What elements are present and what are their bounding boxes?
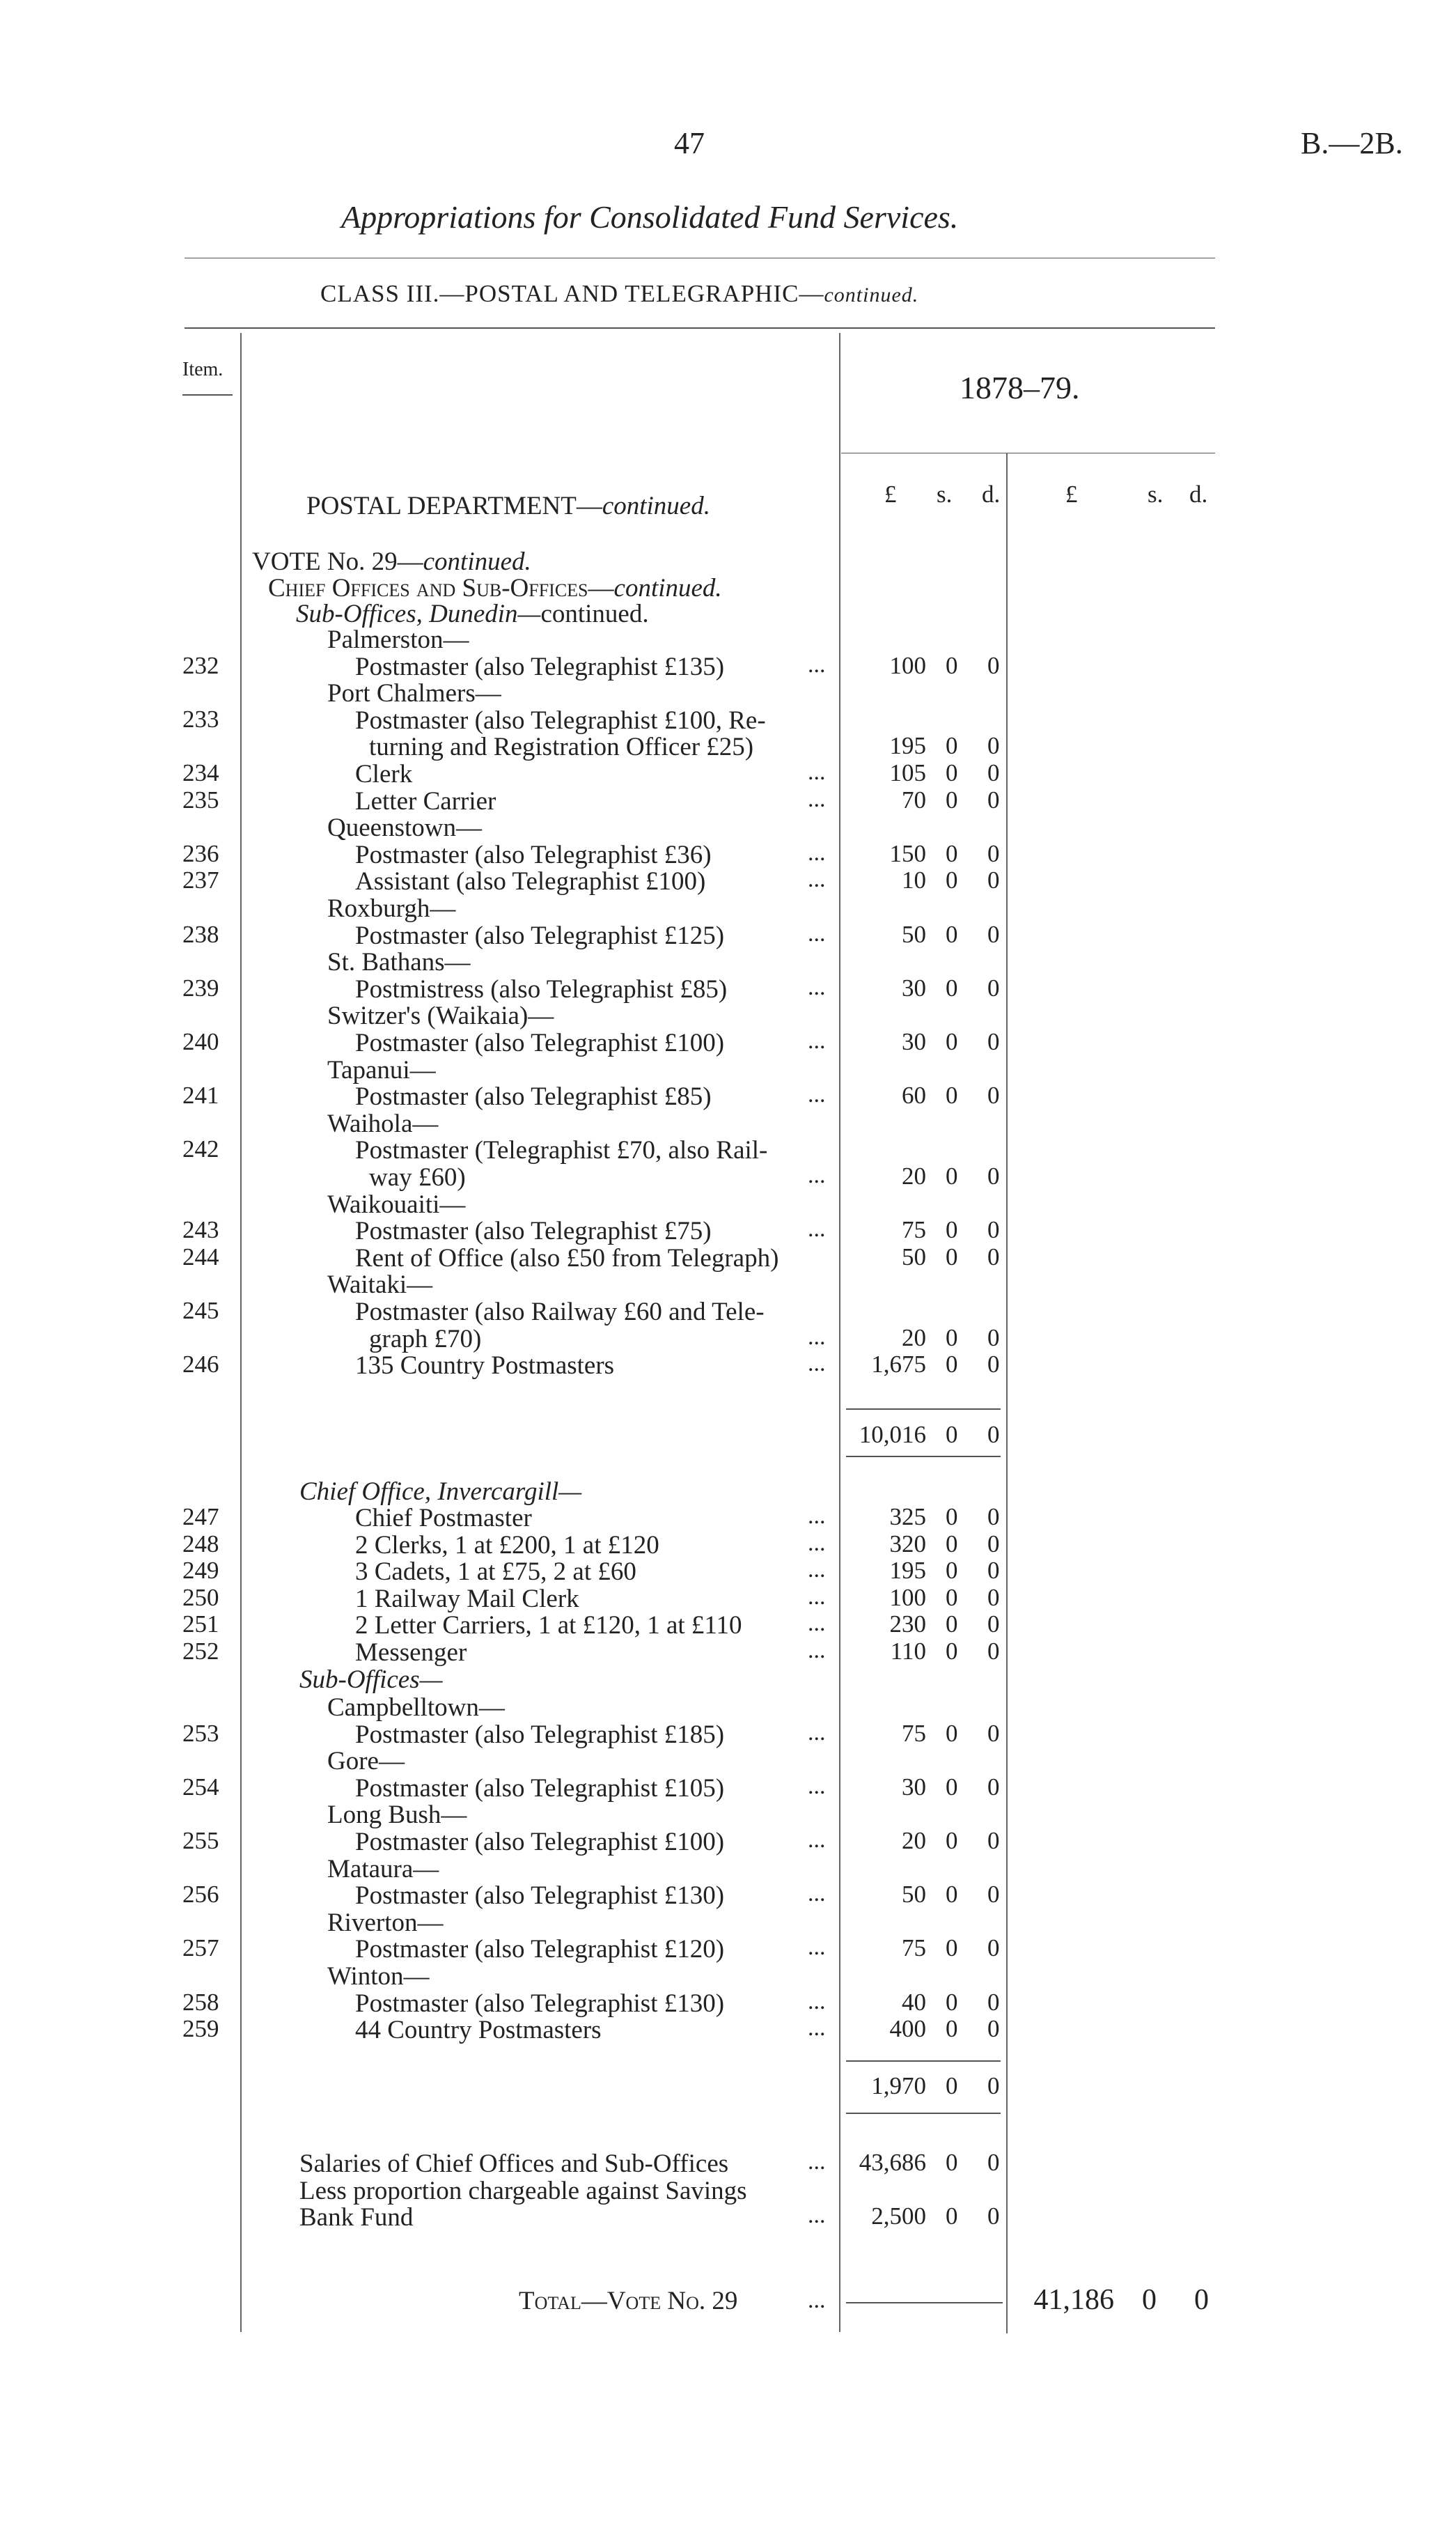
place-heading: Winton— — [327, 1962, 430, 1991]
amount-shillings: 0 — [946, 1243, 958, 1270]
place-heading: Riverton— — [327, 1908, 444, 1937]
amount-pence: 0 — [987, 1028, 1000, 1055]
amount-shillings: 0 — [946, 1881, 958, 1909]
item-number: 242 — [182, 1135, 219, 1163]
item-number: 252 — [182, 1638, 219, 1665]
total-pounds: 41,186 — [1033, 2284, 1114, 2316]
leader-dots: ... — [808, 1827, 826, 1853]
amount-shillings: 0 — [946, 2202, 958, 2230]
place-heading: Long Bush— — [327, 1801, 467, 1830]
leader-dots: ... — [808, 2202, 826, 2229]
amount-pence: 0 — [987, 1351, 1000, 1378]
amount-pounds: 105 — [889, 759, 926, 786]
amount-pounds: 10 — [902, 866, 926, 894]
amount-pence: 0 — [987, 732, 1000, 760]
item-number: 257 — [182, 1934, 219, 1962]
amount-shillings: 0 — [946, 1583, 958, 1611]
amount-pence: 0 — [987, 786, 1000, 814]
leader-dots: ... — [808, 920, 826, 947]
amount-pounds: 30 — [902, 974, 926, 1002]
amount-pounds: 230 — [889, 1610, 926, 1638]
document-reference: B.—2B. — [1301, 126, 1403, 160]
leader-dots: ... — [808, 839, 826, 866]
amount-shillings: 0 — [946, 651, 958, 679]
amount-shillings: 0 — [946, 1503, 958, 1530]
leader-dots: ... — [808, 1988, 826, 2014]
item-column-header: Item. — [182, 359, 224, 380]
amount-pounds: 400 — [889, 2015, 926, 2043]
item-number: 233 — [182, 705, 219, 733]
amount-shillings: 0 — [946, 1216, 958, 1244]
amount-shillings: 0 — [946, 1530, 958, 1557]
amount-shillings: 0 — [946, 2149, 958, 2176]
shilling-header-2: s. — [1148, 481, 1164, 508]
amount-shillings: 0 — [946, 1163, 958, 1190]
amount-shillings: 0 — [946, 1028, 958, 1055]
amount-pounds: 50 — [902, 920, 926, 948]
amount-pence: 0 — [987, 2202, 1000, 2230]
pound-header-2: £ — [1065, 481, 1078, 508]
line-description: Clerk — [355, 760, 413, 788]
amount-shillings: 0 — [946, 1934, 958, 1962]
page-number: 47 — [674, 126, 705, 160]
amount-shillings: 0 — [946, 1557, 958, 1585]
amount-pounds: 20 — [902, 1323, 926, 1351]
place-heading: Gore— — [327, 1747, 405, 1776]
subtotal-pence: 0 — [987, 2072, 1000, 2099]
item-number: 246 — [182, 1351, 219, 1378]
amount-pounds: 20 — [902, 1163, 926, 1190]
leader-dots: ... — [808, 1773, 826, 1799]
line-description: 2 Letter Carriers, 1 at £120, 1 at £110 — [355, 1611, 742, 1640]
amount-pence: 0 — [987, 1503, 1000, 1530]
line-description: Postmaster (also Telegraphist £130) — [355, 1881, 725, 1911]
item-number: 254 — [182, 1773, 219, 1801]
amount-pence: 0 — [987, 1827, 1000, 1854]
leader-dots: ... — [808, 1082, 826, 1108]
amount-pounds: 70 — [902, 786, 926, 814]
line-description: Less proportion chargeable against Savings — [299, 2176, 747, 2205]
line-description: Bank Fund — [299, 2203, 414, 2232]
amount-pence: 0 — [987, 866, 1000, 894]
amount-pounds: 195 — [889, 732, 926, 760]
amount-pence: 0 — [987, 1216, 1000, 1244]
place-heading: Tapanui— — [327, 1055, 436, 1085]
shilling-header-1: s. — [937, 481, 953, 508]
item-number: 232 — [182, 651, 219, 679]
amount-pounds: 1,675 — [871, 1351, 926, 1378]
item-number: 247 — [182, 1503, 219, 1530]
amount-pounds: 100 — [889, 651, 926, 679]
class-heading: CLASS III.—POSTAL AND TELEGRAPHIC—continued. — [320, 280, 919, 307]
invercargill-sub-offices-heading: Sub-Offices— — [299, 1665, 443, 1694]
total-pence: 0 — [1194, 2284, 1209, 2316]
amount-pence: 0 — [987, 839, 1000, 867]
total-label: Total—Vote No. 29 — [519, 2287, 738, 2315]
item-number: 243 — [182, 1216, 219, 1244]
amount-shillings: 0 — [946, 974, 958, 1002]
amount-pence: 0 — [987, 759, 1000, 786]
chief-offices-heading: Chief Offices and Sub-Offices—continued. — [268, 574, 722, 603]
place-heading: Waitaki— — [327, 1270, 433, 1300]
amount-pounds: 110 — [890, 1638, 926, 1665]
amount-pounds: 43,686 — [859, 2149, 926, 2176]
item-number: 258 — [182, 1988, 219, 2016]
amount-pence: 0 — [987, 1610, 1000, 1638]
line-description: Postmaster (also Telegraphist £100) — [355, 1029, 725, 1057]
amount-shillings: 0 — [946, 1827, 958, 1854]
amount-pounds: 40 — [902, 1988, 926, 2016]
amount-pounds: 20 — [902, 1827, 926, 1854]
amount-pounds: 100 — [889, 1583, 926, 1611]
place-heading: Palmerston— — [327, 625, 469, 654]
line-description: Salaries of Chief Offices and Sub-Offices — [299, 2150, 729, 2178]
subtotal-shillings: 0 — [946, 2072, 958, 2099]
line-description: Postmaster (also Telegraphist £125) — [355, 921, 725, 950]
line-description: 1 Railway Mail Clerk — [355, 1584, 579, 1613]
leader-dots: ... — [808, 1323, 826, 1350]
line-description: Postmaster (also Telegraphist £130) — [355, 1989, 725, 2018]
amount-pence: 0 — [987, 974, 1000, 1002]
line-description: Postmaster (also Telegraphist £75) — [355, 1217, 712, 1246]
amount-pence: 0 — [987, 1934, 1000, 1962]
item-number: 236 — [182, 839, 219, 867]
dunedin-heading: Sub-Offices, Dunedin—continued. — [296, 600, 649, 628]
item-number: 255 — [182, 1827, 219, 1854]
year-column-header: 1878–79. — [960, 370, 1080, 405]
item-number: 239 — [182, 974, 219, 1002]
amount-pounds: 50 — [902, 1243, 926, 1270]
amount-pounds: 75 — [902, 1216, 926, 1244]
line-description: Letter Carrier — [355, 786, 496, 816]
amount-pounds: 2,500 — [871, 2202, 926, 2230]
leader-dots: ... — [808, 1610, 826, 1637]
amount-shillings: 0 — [946, 759, 958, 786]
line-description: Postmaster (also Telegraphist £120) — [355, 1935, 725, 1964]
place-heading: Switzer's (Waikaia)— — [327, 1002, 554, 1031]
subtotal-pounds: 10,016 — [859, 1421, 926, 1448]
amount-shillings: 0 — [946, 1988, 958, 2016]
leader-dots: ... — [808, 786, 826, 812]
amount-pence: 0 — [987, 1557, 1000, 1585]
amount-shillings: 0 — [946, 1351, 958, 1378]
leader-dots: ... — [808, 651, 826, 678]
line-description: Postmistress (also Telegraphist £85) — [355, 974, 728, 1004]
item-number: 251 — [182, 1610, 219, 1638]
item-number: 237 — [182, 866, 219, 894]
item-number: 241 — [182, 1082, 219, 1110]
amount-pounds: 195 — [889, 1557, 926, 1585]
amount-pence: 0 — [987, 1773, 1000, 1801]
department-heading: POSTAL DEPARTMENT—continued. — [306, 492, 710, 520]
leader-dots: ... — [808, 759, 826, 785]
place-heading: Port Chalmers— — [327, 679, 501, 708]
leader-dots: ... — [808, 974, 826, 1000]
amount-pounds: 50 — [902, 1881, 926, 1909]
line-description: Postmaster (Telegraphist £70, also Rail- — [355, 1136, 768, 1165]
item-number: 250 — [182, 1583, 219, 1611]
line-description: Assistant (also Telegraphist £100) — [355, 867, 706, 896]
amount-shillings: 0 — [946, 866, 958, 894]
amount-pence: 0 — [987, 651, 1000, 679]
amount-pence: 0 — [987, 1988, 1000, 2016]
item-number: 248 — [182, 1530, 219, 1557]
item-number: 245 — [182, 1297, 219, 1324]
leader-dots: ... — [808, 2015, 826, 2042]
amount-pence: 0 — [987, 1163, 1000, 1190]
leader-dots: ... — [808, 1163, 826, 1188]
line-description: Postmaster (also Telegraphist £105) — [355, 1773, 725, 1803]
amount-pence: 0 — [987, 2015, 1000, 2043]
amount-pounds: 60 — [902, 1082, 926, 1110]
item-number: 244 — [182, 1243, 219, 1270]
amount-pence: 0 — [987, 2149, 1000, 2176]
leader-dots: ... — [808, 1530, 826, 1556]
leader-dots: ... — [808, 1934, 826, 1961]
pence-header-2: d. — [1189, 481, 1208, 508]
amount-shillings: 0 — [946, 839, 958, 867]
place-heading: St. Bathans— — [327, 948, 471, 977]
leader-dots: ... — [808, 1557, 826, 1583]
line-description: Rent of Office (also £50 from Telegraph) — [355, 1243, 779, 1273]
line-description: 135 Country Postmasters — [355, 1351, 615, 1381]
amount-pence: 0 — [987, 1243, 1000, 1270]
amount-pounds: 320 — [889, 1530, 926, 1557]
item-number: 259 — [182, 2015, 219, 2043]
item-number: 234 — [182, 759, 219, 786]
amount-shillings: 0 — [946, 732, 958, 760]
leader-dots: ... — [808, 1881, 826, 1907]
line-description: Postmaster (also Telegraphist £135) — [355, 652, 725, 681]
line-description: 3 Cadets, 1 at £75, 2 at £60 — [355, 1557, 636, 1587]
subtotal-shillings: 0 — [946, 1421, 958, 1448]
amount-pounds: 150 — [889, 839, 926, 867]
amount-shillings: 0 — [946, 1719, 958, 1747]
line-description: Postmaster (also Telegraphist £100, Re- — [355, 706, 766, 735]
line-description: 2 Clerks, 1 at £200, 1 at £120 — [355, 1530, 659, 1560]
leader-dots: ... — [808, 1351, 826, 1377]
place-heading: Roxburgh— — [327, 894, 456, 923]
amount-pence: 0 — [987, 1082, 1000, 1110]
line-description: 44 Country Postmasters — [355, 2016, 602, 2045]
item-number: 240 — [182, 1028, 219, 1055]
amount-pence: 0 — [987, 1583, 1000, 1611]
line-description: Postmaster (also Telegraphist £85) — [355, 1082, 712, 1112]
amount-pence: 0 — [987, 1719, 1000, 1747]
amount-shillings: 0 — [946, 2015, 958, 2043]
amount-pence: 0 — [987, 920, 1000, 948]
page-title: Appropriations for Consolidated Fund Services. — [341, 199, 959, 235]
total-dots: ... — [808, 2287, 826, 2313]
line-description: Chief Postmaster — [355, 1504, 532, 1532]
leader-dots: ... — [808, 1638, 826, 1663]
amount-shillings: 0 — [946, 1773, 958, 1801]
item-number: 249 — [182, 1557, 219, 1585]
amount-shillings: 0 — [946, 1082, 958, 1110]
place-heading: Queenstown— — [327, 814, 482, 843]
amount-pounds: 75 — [902, 1934, 926, 1962]
leader-dots: ... — [808, 1583, 826, 1610]
amount-pence: 0 — [987, 1638, 1000, 1665]
pence-header-1: d. — [982, 481, 1001, 508]
invercargill-heading: Chief Office, Invercargill— — [299, 1477, 582, 1506]
line-description: Postmaster (also Telegraphist £36) — [355, 840, 712, 869]
leader-dots: ... — [808, 2149, 826, 2175]
line-description: Postmaster (also Telegraphist £100) — [355, 1828, 725, 1856]
amount-pounds: 30 — [902, 1028, 926, 1055]
line-description: Postmaster (also Telegraphist £185) — [355, 1720, 725, 1749]
amount-shillings: 0 — [946, 1323, 958, 1351]
amount-pounds: 75 — [902, 1719, 926, 1747]
line-description: Messenger — [355, 1638, 467, 1667]
leader-dots: ... — [808, 1028, 826, 1054]
place-heading: Waikouaiti— — [327, 1190, 466, 1219]
line-description: graph £70) — [369, 1324, 482, 1353]
item-number: 235 — [182, 786, 219, 814]
place-heading: Mataura— — [327, 1854, 439, 1883]
amount-shillings: 0 — [946, 786, 958, 814]
amount-shillings: 0 — [946, 1638, 958, 1665]
pound-header-1: £ — [884, 481, 897, 508]
vote-heading: VOTE No. 29—continued. — [252, 547, 531, 576]
place-heading: Campbelltown— — [327, 1693, 505, 1722]
subtotal-pence: 0 — [987, 1421, 1000, 1448]
subtotal-pounds: 1,970 — [871, 2072, 926, 2099]
place-heading: Waihola— — [327, 1109, 439, 1138]
item-number: 256 — [182, 1881, 219, 1909]
leader-dots: ... — [808, 1503, 826, 1529]
item-number: 253 — [182, 1719, 219, 1747]
amount-pounds: 325 — [889, 1503, 926, 1530]
line-description: turning and Registration Officer £25) — [369, 733, 754, 762]
leader-dots: ... — [808, 1719, 826, 1746]
amount-pounds: 30 — [902, 1773, 926, 1801]
line-description: Postmaster (also Railway £60 and Tele- — [355, 1298, 765, 1326]
item-number: 238 — [182, 920, 219, 948]
amount-pence: 0 — [987, 1323, 1000, 1351]
leader-dots: ... — [808, 866, 826, 893]
line-description: way £60) — [369, 1163, 466, 1192]
amount-shillings: 0 — [946, 1610, 958, 1638]
amount-pence: 0 — [987, 1881, 1000, 1909]
total-shillings: 0 — [1142, 2284, 1157, 2316]
leader-dots: ... — [808, 1216, 826, 1243]
amount-shillings: 0 — [946, 920, 958, 948]
amount-pence: 0 — [987, 1530, 1000, 1557]
